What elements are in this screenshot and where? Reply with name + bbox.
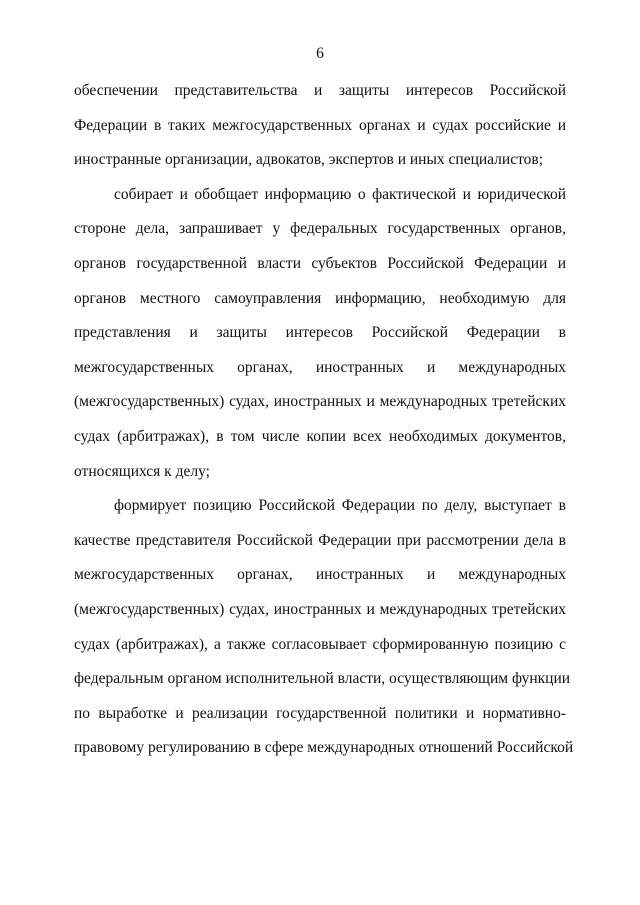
text-line: обеспечении представительства и защиты интересов Российской <box>74 82 566 99</box>
text-line: представления и защиты интересов Российской Федерации в <box>74 324 566 342</box>
text-line: относящихся к делу; <box>74 462 210 480</box>
document-body <box>74 80 574 772</box>
paragraph-2 <box>74 184 566 495</box>
text-line: судах (арбитражах), а также согласовывает сформированную позицию с <box>74 635 566 653</box>
paragraph-1 <box>74 80 566 184</box>
text-line: по выработке и реализации государственной политики и нормативно- <box>74 704 566 722</box>
page-number: 6 <box>316 45 324 62</box>
text-line: правовому регулированию в сфере международных отношений Российской <box>74 739 574 757</box>
text-line: органов местного самоуправления информацию, необходимую для <box>74 289 566 307</box>
text-line: качестве представителя Российской Федерации при рассмотрении дела в <box>74 531 566 549</box>
text-line: судах (арбитражах), в том числе копии всех необходимых документов, <box>74 427 566 445</box>
text-line: органов государственной власти субъектов Российской Федерации и <box>74 254 566 272</box>
text-line: федеральным органом исполнительной власти, осуществляющим функции <box>74 670 571 688</box>
text-line: Федерации в таких межгосударственных органах и судах российские и <box>74 116 566 134</box>
text-line: собирает и обобщает информацию о фактической и юридической <box>114 185 566 203</box>
text-line: иностранные организации, адвокатов, экспертов и иных специалистов; <box>74 151 544 169</box>
text-line: (межгосударственных) судах, иностранных и международных третейских <box>74 393 566 411</box>
text-line: межгосударственных органах, иностранных и международных <box>74 566 566 584</box>
text-line: (межгосударственных) судах, иностранных и международных третейских <box>74 600 566 618</box>
text-line: межгосударственных органах, иностранных и международных <box>74 358 566 376</box>
text-line: стороне дела, запрашивает у федеральных государственных органов, <box>74 220 566 238</box>
text-line: формирует позицию Российской Федерации по делу, выступает в <box>114 497 566 515</box>
paragraph-3 <box>74 495 574 772</box>
